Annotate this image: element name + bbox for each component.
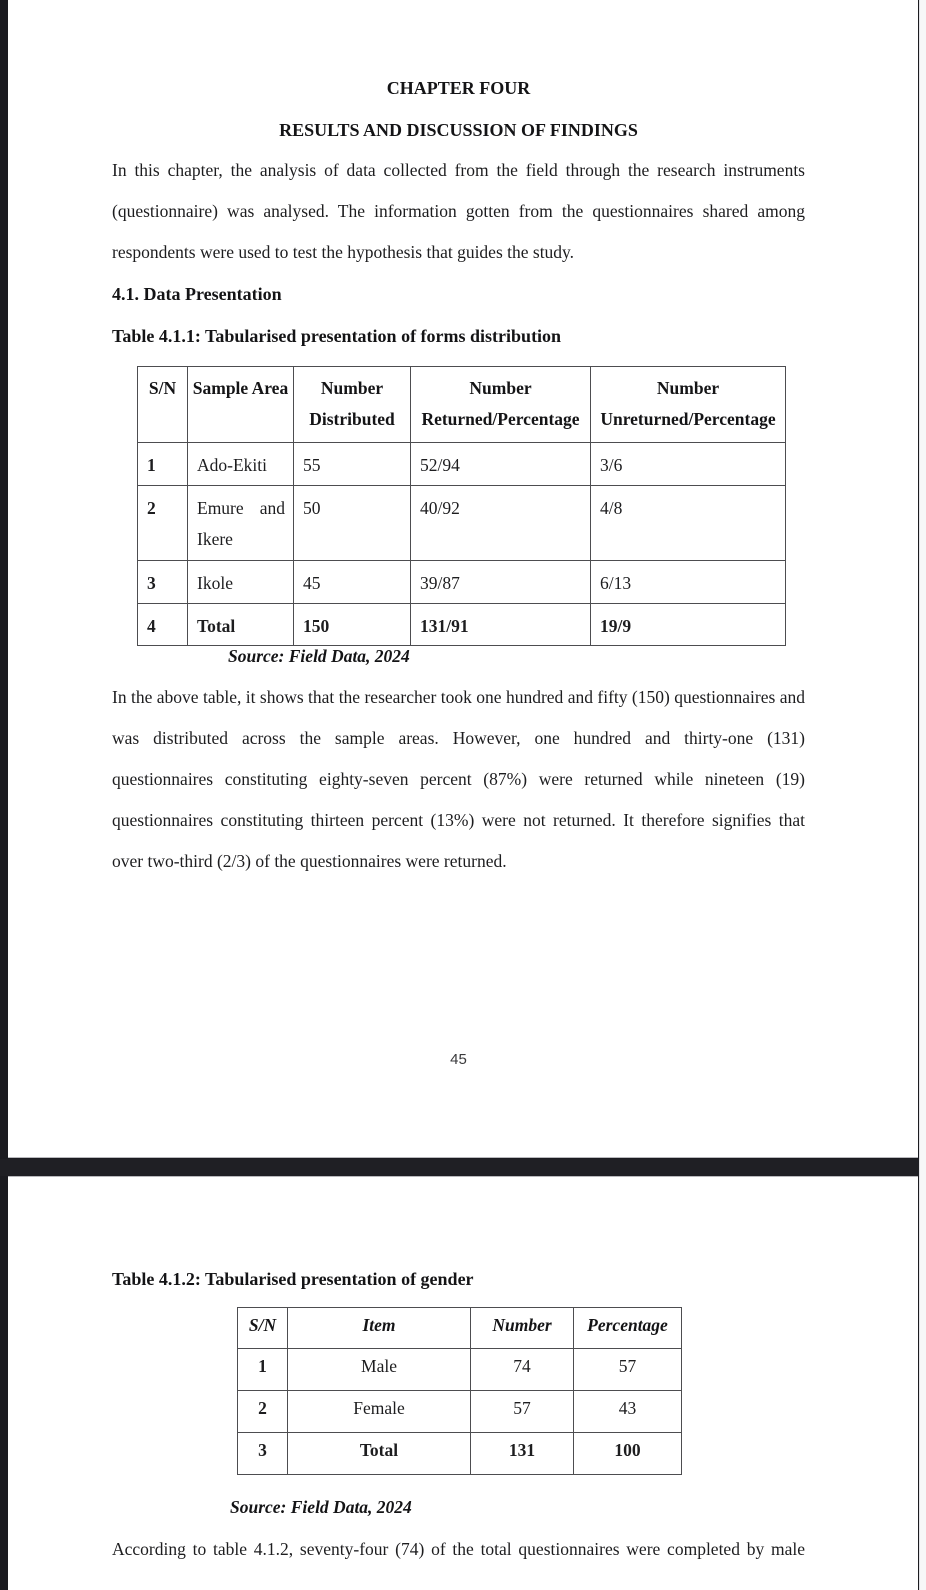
table-cell: Male bbox=[288, 1349, 471, 1391]
table-header-cell: S/N bbox=[238, 1308, 288, 1349]
table-row bbox=[238, 1349, 682, 1391]
table-cell: 39/87 bbox=[411, 561, 591, 604]
table-header-row bbox=[238, 1308, 682, 1349]
table-cell: 50 bbox=[294, 486, 411, 561]
section-heading: 4.1. Data Presentation bbox=[112, 284, 282, 304]
table-header-cell: Percentage bbox=[574, 1308, 682, 1349]
table-cell: 52/94 bbox=[411, 443, 591, 486]
table-cell: 100 bbox=[574, 1433, 682, 1475]
table-cell: 4/8 bbox=[591, 486, 786, 561]
table-cell: 1 bbox=[238, 1349, 288, 1391]
table-cell: 57 bbox=[574, 1349, 682, 1391]
chapter-heading: CHAPTER FOUR bbox=[386, 78, 531, 98]
table-header-row bbox=[138, 367, 786, 443]
table1-title: Table 4.1.1: Tabularised presentation of forms distribution bbox=[112, 326, 562, 346]
table-header-cell: Number Unreturned/Percentage bbox=[591, 367, 786, 443]
table-cell: 150 bbox=[294, 604, 411, 646]
table-header-cell: Number Distributed bbox=[294, 367, 411, 443]
table2-source: Source: Field Data, 2024 bbox=[230, 1497, 412, 1517]
table-cell: Total bbox=[188, 604, 294, 646]
page-number: 45 bbox=[450, 1051, 467, 1068]
table2-title: Table 4.1.2: Tabularised presentation of gender bbox=[112, 1269, 474, 1289]
table-row bbox=[238, 1391, 682, 1433]
table1-source: Source: Field Data, 2024 bbox=[228, 646, 410, 666]
table-cell: 19/9 bbox=[591, 604, 786, 646]
table-cell: 4 bbox=[138, 604, 188, 646]
table-header-cell: Number Returned/Percentage bbox=[411, 367, 591, 443]
following-paragraph: According to table 4.1.2, seventy-four (74) of the total questionnaires were completed by male bbox=[112, 1539, 805, 1559]
table-cell: 131 bbox=[471, 1433, 574, 1475]
table-cell: 55 bbox=[294, 443, 411, 486]
gender-table bbox=[237, 1307, 682, 1475]
intro-paragraph: In this chapter, the analysis of data collected from the field through the research instruments (questionnaire) was analysed. The information gotten from the questionnaires shared among respondents were used to test the hypothesis that guides the study. bbox=[112, 160, 805, 262]
document-page-1 bbox=[8, 0, 918, 1158]
forms-distribution-table bbox=[137, 366, 786, 646]
table-total-row bbox=[138, 604, 786, 646]
table-cell: 131/91 bbox=[411, 604, 591, 646]
table-header-cell: Item bbox=[288, 1308, 471, 1349]
document-page-2 bbox=[8, 1176, 918, 1590]
table-cell: 6/13 bbox=[591, 561, 786, 604]
analysis-paragraph: In the above table, it shows that the researcher took one hundred and fifty (150) questionnaires and was distributed across the sample areas. However, one hundred and thirty-one (131) questionnaires constituting eighty-seven percent (87%) were returned while nineteen (19) questionnaires constituting thirteen percent (13%) were not returned. It therefore signifies that over two-third (2/3) of the questionnaires were returned. bbox=[112, 687, 805, 871]
chapter-subheading: RESULTS AND DISCUSSION OF FINDINGS bbox=[279, 120, 638, 140]
table-cell: Female bbox=[288, 1391, 471, 1433]
table-cell: 2 bbox=[138, 486, 188, 561]
table-cell: 74 bbox=[471, 1349, 574, 1391]
page-gap-band bbox=[0, 1159, 926, 1176]
table-row bbox=[138, 486, 786, 561]
table-total-row bbox=[238, 1433, 682, 1475]
table-cell: Ikole bbox=[188, 561, 294, 604]
table-header-cell: Sample Area bbox=[188, 367, 294, 443]
table-cell: 3 bbox=[238, 1433, 288, 1475]
table-row bbox=[138, 443, 786, 486]
table-cell: Emure and Ikere bbox=[188, 486, 294, 561]
table-cell: Total bbox=[288, 1433, 471, 1475]
table-cell: 2 bbox=[238, 1391, 288, 1433]
table-row bbox=[138, 561, 786, 604]
table-cell: Ado-Ekiti bbox=[188, 443, 294, 486]
table-cell: 57 bbox=[471, 1391, 574, 1433]
table-cell: 43 bbox=[574, 1391, 682, 1433]
table-cell: 40/92 bbox=[411, 486, 591, 561]
table-cell: 1 bbox=[138, 443, 188, 486]
viewer-right-edge bbox=[919, 0, 926, 1590]
table-cell: 3 bbox=[138, 561, 188, 604]
table-header-cell: Number bbox=[471, 1308, 574, 1349]
table-header-cell: S/N bbox=[138, 367, 188, 443]
table-cell: 3/6 bbox=[591, 443, 786, 486]
table-cell: 45 bbox=[294, 561, 411, 604]
